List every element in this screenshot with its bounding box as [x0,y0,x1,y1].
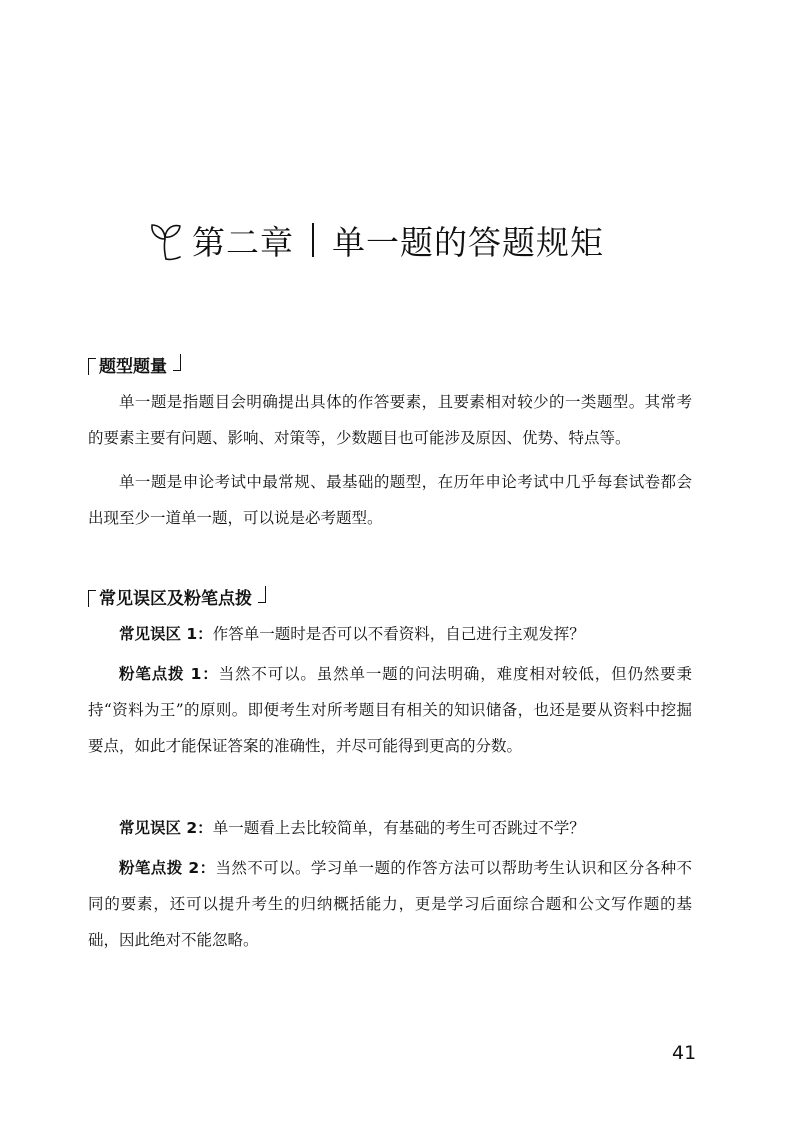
section-heading-misconceptions [88,584,266,609]
tip-text: 当然不可以。学习单一题的作答方法可以帮助考生认识和区分各种不同的要素，还可以提升考生的归纳概括能力，更是学习后面综合题和公文写作题的基础，因此绝对不能忽略。 [88,859,692,949]
misconception-text: 单一题看上去比较简单，有基础的考生可否跳过不学？ [212,819,585,837]
title-separator [312,223,314,257]
chapter-name: 单一题的答题规矩 [332,222,604,262]
section-heading-text: 常见误区及粉笔点拨 [99,589,252,609]
bracket-close [258,586,266,603]
paragraph: 单一题是申论考试中最常规、最基础的题型，在历年申论考试中几乎每套试卷都会出现至少一道单一题，可以说是必考题型。 [88,473,692,527]
tip-2 [88,850,692,958]
bracket-close [173,354,181,371]
misconception-2 [88,810,692,846]
paragraph: 单一题是指题目会明确提出具体的作答要素，且要素相对较少的一类题型。其常考的要素主要有问题、影响、对策等，少数题目也可能涉及原因、优势、特点等。 [88,393,692,447]
sprout-icon [140,215,190,265]
chapter-title [140,210,604,270]
chapter-number: 第二章 [192,222,294,262]
tip-text: 当然不可以。虽然单一题的问法明确，难度相对较低，但仍然要秉持“资料为王”的原则。即便考生对所考题目有相关的知识储备，也还是要从资料中挖掘要点，如此才能保证答案的准确性，并尽可能得到更高的分数。 [88,665,692,755]
section-heading-question-type [88,352,181,377]
bracket-open [88,358,96,375]
section-heading-text: 题型题量 [99,357,167,377]
misconception-1 [88,616,692,652]
tip-label: 粉笔点拨 1： [119,665,219,683]
misconception-label: 常见误区 1： [119,625,213,643]
tip-label: 粉笔点拨 2： [119,859,216,877]
misconception-label: 常见误区 2： [119,819,213,837]
tip-1 [88,656,692,764]
page-number: 41 [672,1042,697,1064]
misconception-text: 作答单一题时是否可以不看资料，自己进行主观发挥？ [212,625,585,643]
bracket-open [88,590,96,607]
